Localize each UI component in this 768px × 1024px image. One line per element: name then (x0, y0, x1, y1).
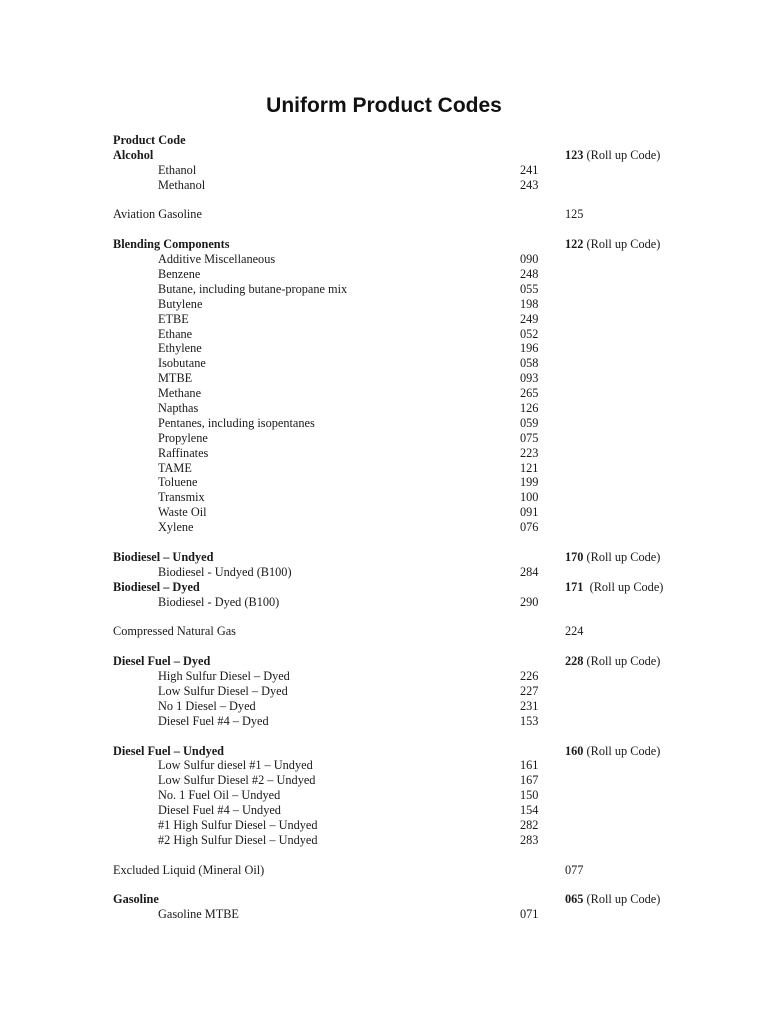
category-row (113, 580, 673, 595)
page-title: Uniform Product Codes (266, 94, 502, 117)
product-label: High Sulfur Diesel – Dyed (158, 669, 290, 684)
product-label: Methanol (158, 177, 206, 192)
product-code: 290 (520, 594, 539, 609)
product-label: Diesel Fuel #4 – Undyed (158, 803, 281, 818)
product-row (113, 401, 673, 416)
product-code: 265 (520, 386, 539, 401)
product-row (113, 327, 673, 342)
spacer (113, 222, 673, 237)
product-label: Biodiesel - Undyed (B100) (158, 564, 292, 579)
product-label: Propylene (158, 430, 208, 445)
product-code: 226 (520, 669, 539, 684)
rollup-number: 228 (565, 654, 584, 669)
spacer (113, 639, 673, 654)
product-label: Diesel Fuel #4 – Dyed (158, 713, 269, 728)
product-label: Additive Miscellaneous (158, 252, 276, 267)
product-code: 231 (520, 698, 539, 713)
product-code: 161 (520, 758, 539, 773)
category-label: Diesel Fuel – Dyed (113, 654, 211, 669)
product-row (113, 282, 673, 297)
product-label: TAME (158, 460, 192, 475)
product-code: 153 (520, 713, 539, 728)
product-label: Ethylene (158, 341, 202, 356)
product-row (113, 699, 673, 714)
product-code: 167 (520, 773, 539, 788)
product-label: Low Sulfur diesel #1 – Undyed (158, 758, 313, 773)
rollup-note: (Roll up Code) (583, 237, 661, 252)
product-code: 154 (520, 803, 539, 818)
rollup-number: 123 (565, 147, 584, 162)
product-label: #1 High Sulfur Diesel – Undyed (158, 817, 318, 832)
product-code: 059 (520, 415, 539, 430)
product-row (113, 163, 673, 178)
product-code: 199 (520, 475, 539, 490)
category-row (113, 744, 673, 759)
spacer (113, 878, 673, 893)
product-code: 126 (520, 401, 539, 416)
category-label: Biodiesel – Dyed (113, 579, 200, 594)
spacer (113, 848, 673, 863)
product-row (113, 863, 673, 878)
product-row (113, 520, 673, 535)
product-code: 249 (520, 311, 539, 326)
product-code: 283 (520, 832, 539, 847)
product-row (113, 267, 673, 282)
product-code: 076 (520, 520, 539, 535)
product-row (113, 833, 673, 848)
product-code: 091 (520, 505, 539, 520)
rollup-number: 065 (565, 892, 584, 907)
product-label: Ethane (158, 326, 193, 341)
product-label: Biodiesel - Dyed (B100) (158, 594, 280, 609)
category-row (113, 550, 673, 565)
spacer (113, 610, 673, 625)
product-code: 284 (520, 564, 539, 579)
rollup-code (565, 148, 660, 163)
spacer (113, 193, 673, 208)
product-code: 248 (520, 267, 539, 282)
product-row (113, 907, 673, 922)
product-row (113, 178, 673, 193)
category-label: Alcohol (113, 147, 154, 162)
product-row (113, 386, 673, 401)
product-code: 052 (520, 326, 539, 341)
rollup-note: (Roll up Code) (583, 147, 661, 162)
category-label: Biodiesel – Undyed (113, 549, 214, 564)
product-row (113, 207, 673, 222)
rollup-code (565, 207, 583, 222)
product-code: 241 (520, 162, 539, 177)
product-label: Ethanol (158, 162, 197, 177)
product-code: 090 (520, 252, 539, 267)
rollup-note: 077 (565, 862, 584, 877)
product-label: Pentanes, including isopentanes (158, 415, 315, 430)
category-label: Gasoline (113, 892, 159, 907)
product-code: 198 (520, 296, 539, 311)
rollup-code (565, 863, 583, 878)
product-row (113, 356, 673, 371)
product-row (113, 788, 673, 803)
product-code: 071 (520, 907, 539, 922)
rollup-number: 160 (565, 743, 584, 758)
rollup-note: (Roll up Code) (583, 892, 661, 907)
product-row (113, 431, 673, 446)
product-code: 093 (520, 371, 539, 386)
rollup-code (565, 892, 660, 907)
product-row (113, 341, 673, 356)
product-code: 058 (520, 356, 539, 371)
product-label: Waste Oil (158, 505, 207, 520)
product-label: Butylene (158, 296, 203, 311)
rollup-note: 224 (565, 624, 584, 639)
category-label: Blending Components (113, 237, 230, 252)
category-row (113, 133, 673, 148)
spacer (113, 535, 673, 550)
category-row (113, 654, 673, 669)
category-row (113, 237, 673, 252)
category-row (113, 148, 673, 163)
rollup-code (565, 744, 660, 759)
product-label: Methane (158, 386, 202, 401)
product-row (113, 297, 673, 312)
product-code: 227 (520, 683, 539, 698)
product-label: Toluene (158, 475, 198, 490)
product-code: 282 (520, 817, 539, 832)
product-row (113, 252, 673, 267)
product-row (113, 595, 673, 610)
category-row (113, 892, 673, 907)
product-row (113, 312, 673, 327)
product-code: 121 (520, 460, 539, 475)
product-label: Xylene (158, 520, 194, 535)
product-row (113, 490, 673, 505)
product-label: Aviation Gasoline (113, 207, 202, 222)
product-code: 100 (520, 490, 539, 505)
product-row (113, 773, 673, 788)
product-row (113, 446, 673, 461)
product-row (113, 803, 673, 818)
product-label: Excluded Liquid (Mineral Oil) (113, 862, 265, 877)
product-row (113, 684, 673, 699)
product-code: 243 (520, 177, 539, 192)
rollup-code (565, 550, 660, 565)
product-row (113, 505, 673, 520)
product-row (113, 818, 673, 833)
category-label: Diesel Fuel – Undyed (113, 743, 225, 758)
rollup-code (565, 654, 660, 669)
product-label: Low Sulfur Diesel #2 – Undyed (158, 773, 316, 788)
category-label: Product Code (113, 133, 186, 147)
product-label: Benzene (158, 267, 201, 282)
product-label: Isobutane (158, 356, 206, 371)
product-row (113, 371, 673, 386)
product-row (113, 475, 673, 490)
rollup-code (565, 580, 663, 595)
rollup-note: 125 (565, 207, 584, 222)
product-label: Gasoline MTBE (158, 907, 239, 922)
product-label: Transmix (158, 490, 205, 505)
rollup-number: 122 (565, 237, 584, 252)
product-code: 055 (520, 281, 539, 296)
product-label: Low Sulfur Diesel – Dyed (158, 683, 288, 698)
product-code: 075 (520, 430, 539, 445)
product-row (113, 669, 673, 684)
rollup-note: (Roll up Code) (583, 549, 661, 564)
product-label: MTBE (158, 371, 193, 386)
rollup-note: (Roll up Code) (583, 743, 661, 758)
rollup-number: 171 (565, 579, 584, 594)
product-row (113, 714, 673, 729)
product-code: 150 (520, 788, 539, 803)
rollup-number: 170 (565, 549, 584, 564)
product-label: ETBE (158, 311, 189, 326)
product-row (113, 758, 673, 773)
rollup-note: (Roll up Code) (583, 654, 661, 669)
spacer (113, 729, 673, 744)
product-row (113, 624, 673, 639)
product-label: No 1 Diesel – Dyed (158, 698, 256, 713)
product-row (113, 565, 673, 580)
product-row (113, 461, 673, 476)
product-code: 196 (520, 341, 539, 356)
product-label: Butane, including butane-propane mix (158, 281, 348, 296)
product-label: Raffinates (158, 445, 209, 460)
rollup-code (565, 624, 583, 639)
product-label: #2 High Sulfur Diesel – Undyed (158, 832, 318, 847)
product-label: No. 1 Fuel Oil – Undyed (158, 788, 281, 803)
product-code-list (113, 133, 673, 922)
product-label: Compressed Natural Gas (113, 624, 236, 639)
rollup-note: (Roll up Code) (583, 579, 664, 594)
product-code: 223 (520, 445, 539, 460)
product-row (113, 416, 673, 431)
product-label: Napthas (158, 401, 199, 416)
rollup-code (565, 237, 660, 252)
